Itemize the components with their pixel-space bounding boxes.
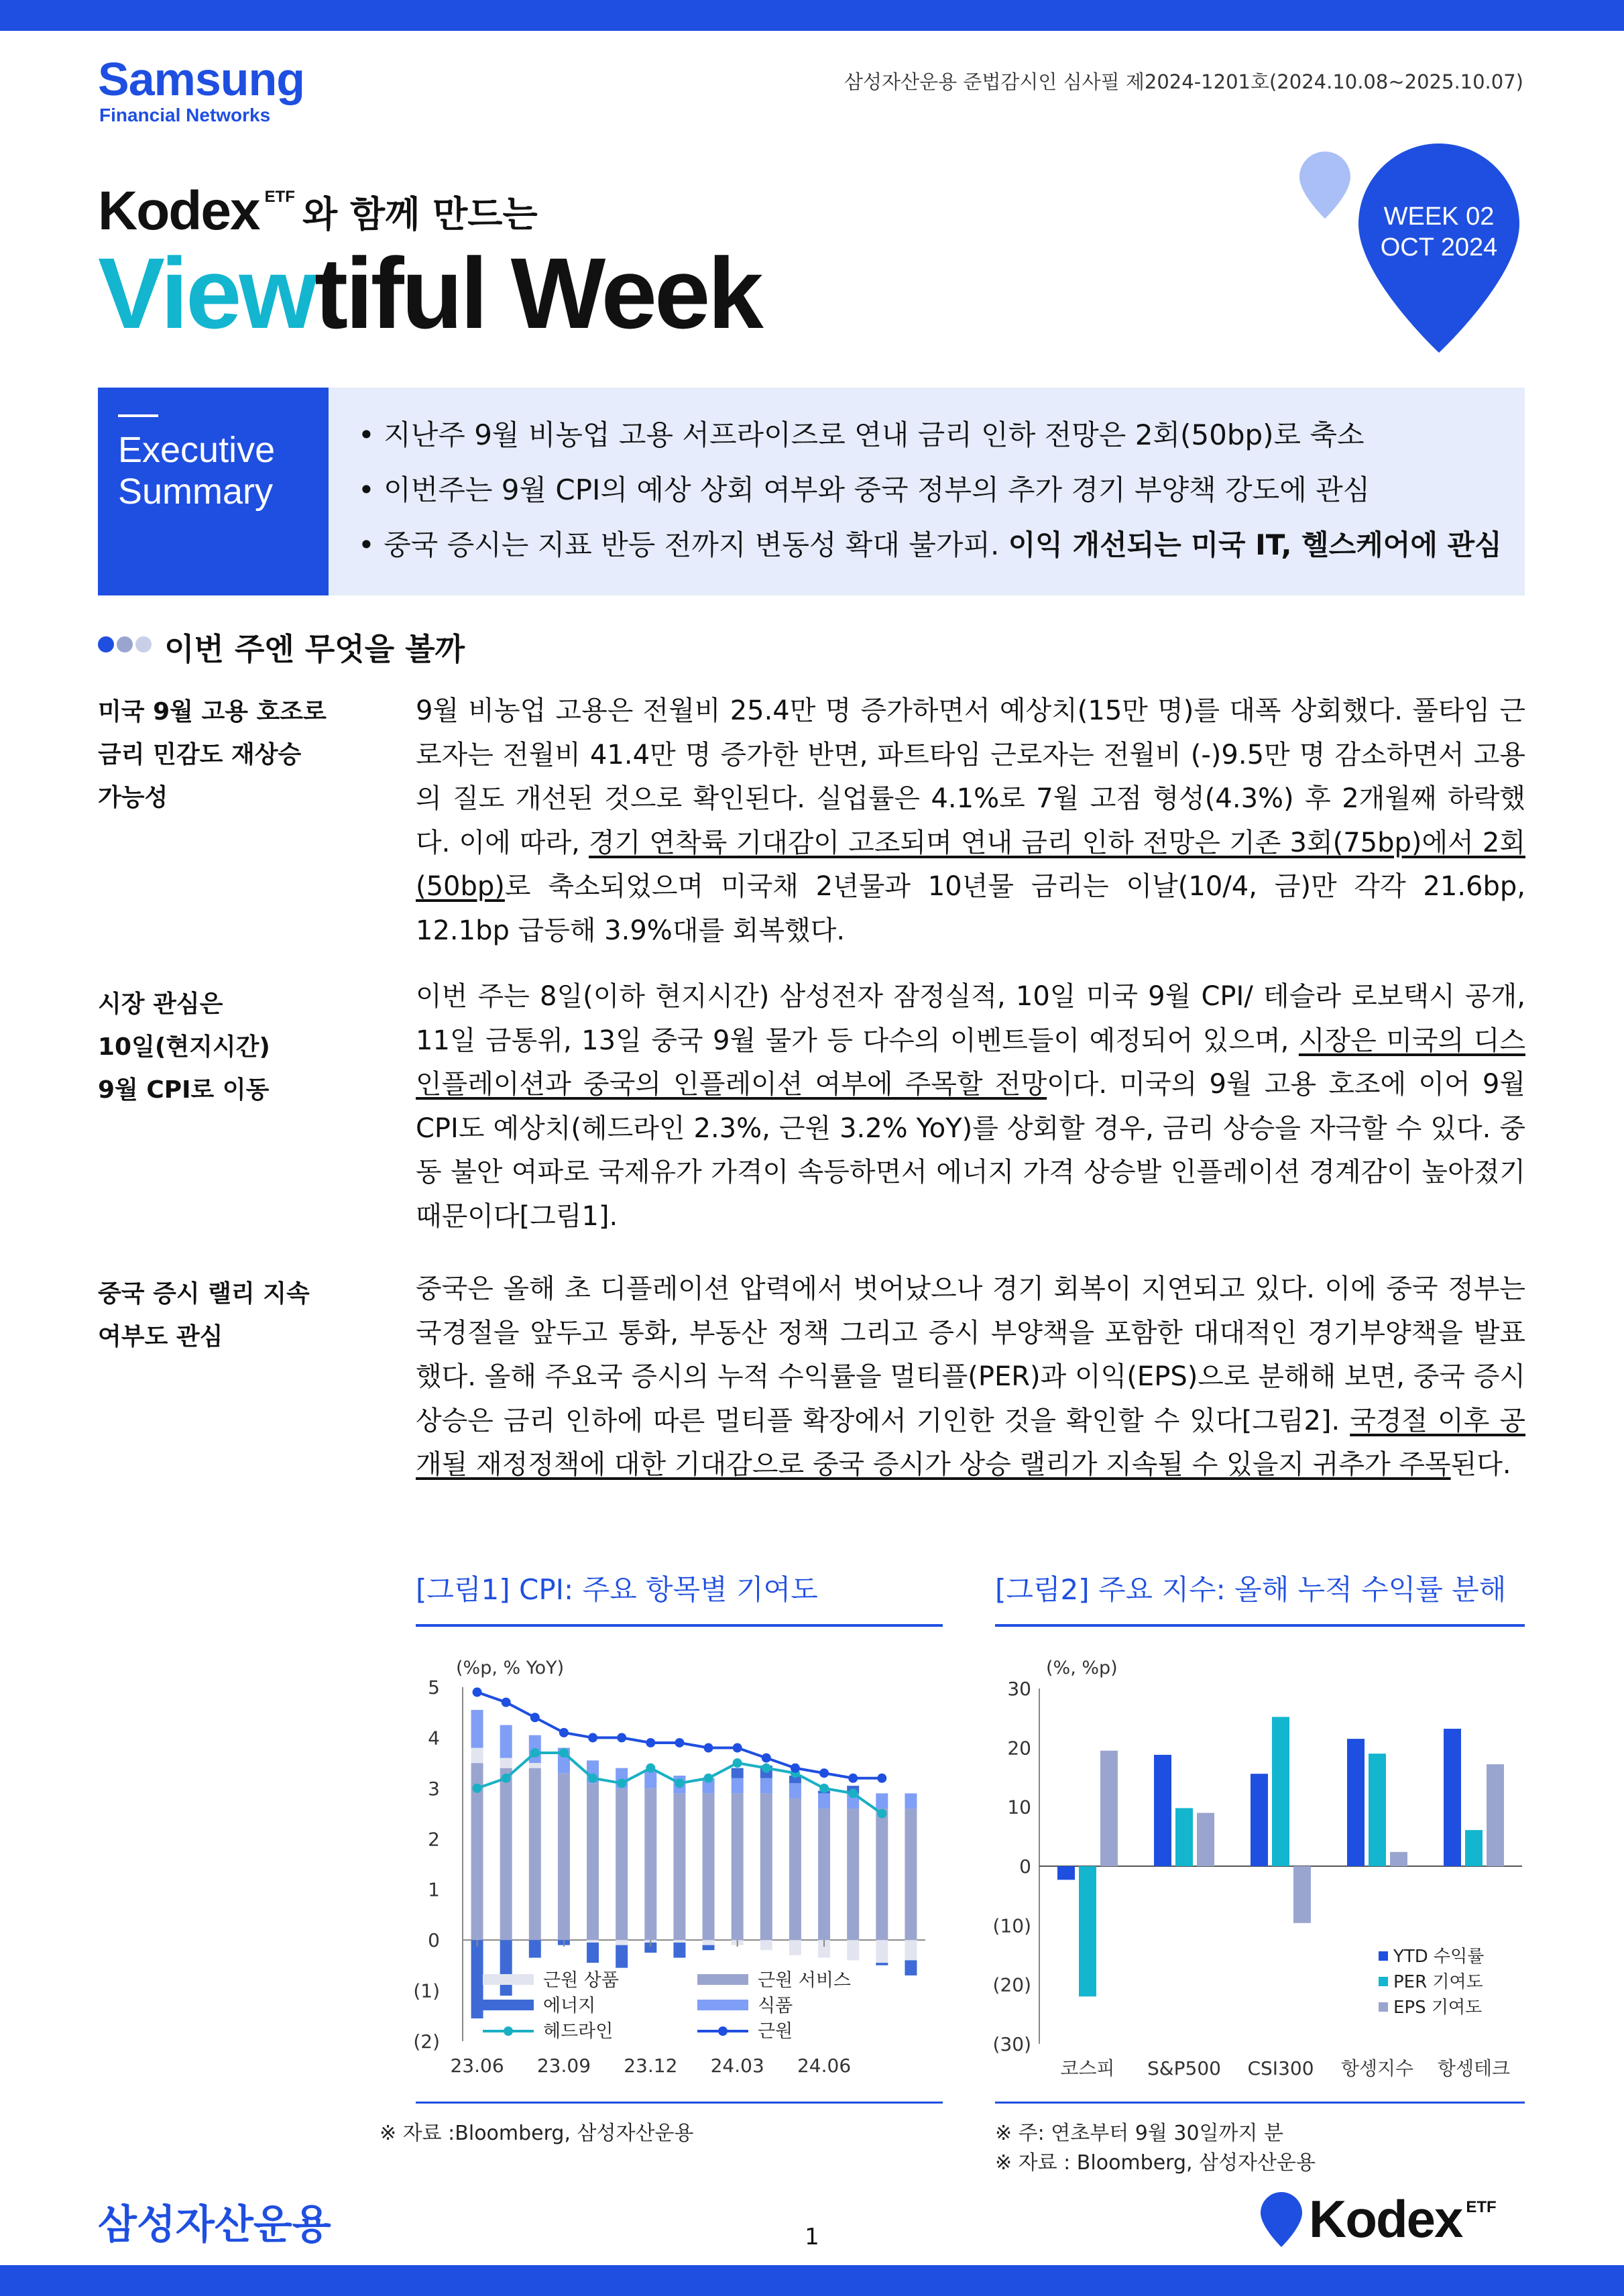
chart1-legend-marker [718,2026,728,2036]
week-badge [1364,201,1514,263]
chart1-bar-식품 [760,1778,772,1794]
figure1-source: ※ 자료 :Bloomberg, 삼성자산운용 [380,2122,694,2145]
figure1-title-rule [416,1624,943,1627]
dot-icon [135,636,152,652]
summary-bullets [358,408,1502,573]
chart2-x-tick-label: S&P500 [1147,2057,1221,2079]
top-bar [0,0,1624,31]
index-return-decomposition-chart [986,1643,1529,2099]
chart1-bar-근원 서비스 [789,1798,801,1940]
chart2-x-tick-label: 항셍지수 [1340,2057,1414,2079]
side-heading-3: 중국 증시 랠리 지속 여부도 관심 [98,1280,310,1351]
chart1-point-근원 [617,1733,626,1742]
side-heading-1: 미국 9월 고용 호조로 금리 민감도 재상승 가능성 [98,698,327,811]
chart1-bar-에너지 [732,1768,744,1778]
summary-bullet-3-bold: 이익 개선되는 미국 IT, 헬스케어에 관심 [1008,528,1502,561]
chart1-legend-swatch [483,1974,534,1985]
chart2-legend-label: EPS 기여도 [1393,1998,1483,2018]
chart1-y-tick-label: 5 [428,1676,440,1699]
chart1-point-근원 [791,1764,800,1773]
dot-icon [117,636,133,652]
chart1-legend-label: 에너지 [543,1996,596,2016]
executive-summary [98,388,1525,595]
chart2-bar-PER 기여도 [1369,1754,1386,1866]
chart1-y-tick-label: 2 [428,1828,440,1851]
chart1-legend-label: 근원 상품 [543,1970,619,1991]
chart2-bar-YTD 수익률 [1347,1739,1365,1866]
title-tiful: tiful [314,237,486,349]
chart2-legend-swatch [1379,1951,1388,1961]
figure1-title: [그림1] CPI: 주요 항목별 기여도 [416,1573,818,1606]
figure2-title-rule [995,1624,1525,1627]
chart1-y-tick-label: (1) [413,1979,440,2002]
figure1-bottom-rule [416,2102,943,2104]
paragraph-1-underline: 경기 연착륙 기대감이 고조되며 연내 금리 인하 전망은 기존 3회(75bp)에서 2회(50bp) [416,827,1525,902]
chart1-bar-에너지 [673,1943,685,1958]
chart1-bar-에너지 [500,1940,512,1996]
label-line-1: Executive [118,430,276,470]
chart1-bar-식품 [732,1778,744,1794]
executive-summary-label [98,388,329,595]
chart1-bar-근원 서비스 [644,1788,656,1940]
chart1-bar-근원 서비스 [732,1793,744,1940]
chart1-point-헤드라인 [559,1748,569,1758]
chart1-bar-근원 서비스 [587,1783,599,1940]
chart1-x-tick-label: 24.06 [797,2055,852,2077]
chart2-bar-PER 기여도 [1175,1808,1193,1866]
chart2-bar-EPS 기여도 [1293,1866,1311,1923]
chart2-legend-label: PER 기여도 [1393,1972,1483,1992]
location-pin-small-icon [1299,152,1350,219]
chart1-bar-근원 서비스 [818,1809,830,1940]
kodex-pin-icon [1261,2192,1302,2247]
chart1-point-헤드라인 [473,1784,482,1793]
chart1-point-헤드라인 [502,1774,511,1783]
chart2-bar-PER 기여도 [1079,1866,1096,1996]
chart1-point-헤드라인 [530,1748,540,1758]
bottom-bar [0,2265,1624,2296]
figure2-source: ※ 자료 : Bloomberg, 삼성자산운용 [995,2151,1316,2175]
chart2-y-tick-label: 30 [1007,1678,1031,1700]
chart2-bar-EPS 기여도 [1390,1852,1407,1866]
chart1-point-헤드라인 [877,1809,886,1819]
page-title [98,237,761,349]
chart1-unit-label: (%p, % YoY) [456,1658,565,1678]
chart2-y-tick-label: 0 [1019,1855,1031,1878]
chart1-legend-swatch [697,1974,748,1985]
footer-company: 삼성자산운용 [98,2201,331,2248]
samsung-logo: Samsung [98,53,305,105]
paragraph-1-text-end: 로 축소되었으며 미국채 2년물과 10년물 금리는 이날(10/4, 금)만 각각 21.6bp, 12.1bp 급등해 3.9%대를 회복했다. [416,871,1525,946]
chart1-bar-식품 [500,1725,512,1758]
paragraph-1-text: 9월 비농업 고용은 전월비 25.4만 명 증가하면서 예상치(15만 명)를 대폭 상회했다. 풀타임 근로자는 전월비 41.4만 명 증가한 반면, 파트타임 근로자는 전월비 (-)9.5만 명 감소하면서 고용의 질도 개선된 것으로 확인된다. 실업률은 4.1%로 7월 고점 형성(4.3%) 후 2개월째 하락했다. 이에 따라, [416,695,1525,858]
chart2-bar-PER 기여도 [1272,1717,1289,1866]
title-week: Week [485,237,761,349]
chart1-bar-근원 서비스 [500,1768,512,1940]
samsung-logo-subtitle: Financial Networks [99,105,271,125]
chart2-x-tick-label: 코스피 [1060,2057,1115,2079]
chart1-point-근원 [733,1743,742,1753]
figure2-title: [그림2] 주요 지수: 올해 누적 수익률 분해 [995,1573,1507,1606]
chart1-bar-근원 서비스 [760,1793,772,1940]
paragraph-2-text-end: 이다. 미국의 9월 고용 호조에 이어 9월 CPI도 예상치(헤드라인 2.3%, 근원 3.2% YoY)를 상회할 경우, 금리 상승을 자극할 수 있다. 중동 불안 여파로 국제유가 가격이 속등하면서 에너지 가격 상승발 인플레이션 경계감이 높아졌기 때문이다[그림1]. [416,1069,1525,1232]
chart1-bar-근원 서비스 [905,1809,917,1940]
chart1-bar-에너지 [616,1945,628,1968]
chart1-bar-에너지 [529,1940,541,1957]
figure2-bottom-rule [995,2102,1525,2104]
chart1-point-헤드라인 [646,1764,655,1773]
chart1-bar-근원 서비스 [673,1793,685,1940]
chart1-bar-근원 상품 [500,1758,512,1768]
chart1-bar-근원 상품 [905,1940,917,1960]
chart1-bar-에너지 [471,1940,483,2018]
chart1-bar-근원 서비스 [847,1809,859,1940]
chart2-bar-YTD 수익률 [1444,1729,1461,1866]
chart1-point-근원 [848,1774,858,1783]
chart1-bar-식품 [818,1793,830,1809]
chart1-point-근원 [675,1738,684,1747]
chart1-point-근원 [588,1733,597,1742]
chart2-bar-YTD 수익률 [1154,1755,1171,1866]
chart2-unit-label: (%, %p) [1046,1658,1118,1678]
executive-summary-title [118,429,275,512]
chart1-point-근원 [473,1688,482,1697]
chart1-bar-식품 [876,1793,888,1809]
chart2-x-tick-label: 항셍테크 [1437,2057,1511,2079]
chart1-bar-근원 서비스 [876,1809,888,1940]
label-line-2: Summary [118,471,274,512]
chart1-bar-근원 상품 [876,1940,888,1963]
chart1-point-근원 [762,1754,771,1763]
chart1-legend-swatch [697,2000,748,2010]
chart1-legend-marker [504,2026,513,2036]
paragraph-2 [416,975,1525,1239]
chart1-x-tick-label: 23.06 [450,2055,504,2077]
paragraph-3-text: 중국은 올해 초 디플레이션 압력에서 벗어났으나 경기 회복이 지연되고 있다. 이에 중국 정부는 국경절을 앞두고 통화, 부동산 정책 그리고 증시 부양책을 포함한 대대적인 경기부양책을 발표했다. 올해 주요국 증시의 누적 수익률을 멀티플(PER)과 이익(EPS)으로 분해해 보면, 중국 증시 상승은 금리 인하에 따른 멀티플 확장에서 기인한 것을 확인할 수 있다[그림2]. [416,1273,1525,1436]
chart1-y-tick-label: 1 [428,1878,440,1901]
figure2-note: ※ 주: 연초부터 9월 30일까지 분 [995,2122,1283,2145]
chart2-y-tick-label: (20) [992,1973,1031,1996]
chart1-y-tick-label: 4 [428,1727,440,1749]
week-month: OCT 2024 [1380,233,1498,262]
chart2-bar-EPS 기여도 [1487,1764,1504,1866]
chart1-legend-label: 헤드라인 [543,2021,614,2042]
section-title: 이번 주엔 무엇을 볼까 [164,631,465,667]
paragraph-3-text-end: 된다. [1450,1449,1511,1480]
kodex-heading [98,180,538,243]
chart1-bar-식품 [789,1783,801,1798]
chart1-legend-label: 근원 서비스 [758,1970,851,1991]
footer-etf-mark: ETF [1466,2198,1497,2216]
chart1-bar-근원 상품 [673,1940,685,1943]
summary-bullet-3 [358,518,1502,573]
paragraph-2-underline: 시장은 미국의 디스인플레이션과 중국의 인플레이션 여부에 주목할 전망 [416,1025,1525,1100]
chart2-y-tick-label: 20 [1007,1737,1031,1760]
chart1-point-근원 [646,1738,655,1747]
chart1-point-헤드라인 [617,1778,626,1788]
chart1-x-tick-label: 23.12 [624,2055,678,2077]
chart1-point-헤드라인 [588,1774,597,1783]
chart1-legend-label: 식품 [758,1996,793,2016]
chart1-bar-근원 상품 [471,1748,483,1764]
cpi-contribution-chart [402,1643,945,2099]
chart2-bar-YTD 수익률 [1251,1774,1268,1866]
chart1-bar-근원 서비스 [558,1773,570,1940]
kodex-etf-mark: ETF [264,188,295,206]
chart1-point-헤드라인 [762,1764,771,1773]
chart1-y-tick-label: (2) [413,2030,440,2053]
chart1-point-헤드라인 [675,1778,684,1788]
chart2-bar-EPS 기여도 [1197,1813,1214,1867]
chart1-point-근원 [559,1728,569,1737]
chart2-bar-EPS 기여도 [1100,1751,1118,1866]
chart1-bar-근원 상품 [760,1940,772,1950]
chart1-bar-에너지 [587,1943,599,1963]
week-number: WEEK 02 [1383,203,1495,231]
kodex-logo-word: Kodex [98,180,259,241]
chart1-y-tick-label: 3 [428,1777,440,1800]
kodex-subheading: 와 함께 만드는 [302,193,538,235]
chart1-bar-근원 상품 [703,1940,715,1945]
paragraph-3 [416,1267,1525,1487]
chart1-x-tick-label: 24.03 [710,2055,764,2077]
chart1-bar-근원 서비스 [703,1793,715,1940]
chart2-y-tick-label: (10) [992,1914,1031,1937]
page-number: 1 [805,2224,819,2250]
chart1-y-tick-label: 0 [428,1929,440,1952]
chart2-bar-YTD 수익률 [1057,1866,1075,1880]
chart1-bar-근원 서비스 [616,1788,628,1940]
chart1-bar-식품 [905,1793,917,1809]
chart1-point-헤드라인 [819,1784,829,1793]
chart1-point-근원 [819,1768,829,1778]
chart1-bar-근원 상품 [789,1940,801,1955]
chart1-bar-근원 상품 [847,1940,859,1960]
chart1-bar-근원 상품 [616,1940,628,1945]
summary-bullet-2: • 이번주는 9월 CPI의 예상 상회 여부와 중국 정부의 추가 경기 부양책 강도에 관심 [358,473,1371,506]
summary-bullet-1: • 지난주 9월 비농업 고용 서프라이즈로 연내 금리 인하 전망은 2회(50bp)로 축소 [358,418,1365,451]
label-dash [118,414,158,417]
title-view: View [98,237,315,349]
side-heading-2: 시장 관심은 10일(현지시간) 9월 CPI로 이동 [98,990,270,1104]
chart1-point-헤드라인 [733,1758,742,1768]
footer-kodex-logo [1261,2189,1497,2250]
paragraph-2-text: 이번 주는 8일(이하 현지시간) 삼성전자 잠정실적, 10일 미국 9월 CPI/ 테슬라 로보택시 공개, 11일 금통위, 13일 중국 9월 물가 등 다수의 이벤트들이 예정되어 있으며, [416,981,1525,1056]
chart1-legend-swatch [483,2000,534,2010]
paragraph-1 [416,689,1525,953]
chart1-point-헤드라인 [848,1788,858,1798]
chart1-point-근원 [704,1743,713,1753]
paragraph-3-underline: 국경절 이후 공개될 재정정책에 대한 기대감으로 중국 증시가 상승 랠리가 지속될 수 있을지 귀추가 주목 [416,1405,1525,1480]
chart2-legend-swatch [1379,2002,1388,2012]
approval-notice: 삼성자산운용 준법감시인 심사필 제2024-1201호(2024.10.08~2025.10.07) [844,70,1523,93]
chart1-point-근원 [877,1774,886,1783]
section-heading [98,625,465,669]
chart2-legend-label: YTD 수익률 [1393,1947,1485,1967]
chart1-point-근원 [502,1698,511,1707]
chart1-legend-label: 근원 [758,2021,793,2042]
chart1-bar-에너지 [905,1960,917,1975]
chart1-bar-근원 상품 [529,1763,541,1768]
chart1-x-tick-label: 23.09 [536,2055,591,2077]
dot-icon [98,636,114,652]
chart1-bar-근원 상품 [587,1940,599,1943]
chart1-point-헤드라인 [704,1774,713,1783]
summary-bullet-3-text: • 중국 증시는 지표 반등 전까지 변동성 확대 불가피. [358,528,1008,561]
chart2-y-tick-label: 10 [1007,1796,1031,1819]
chart1-bar-식품 [644,1770,656,1788]
chart1-bar-근원 서비스 [529,1768,541,1940]
chart2-y-tick-label: (30) [992,2033,1031,2055]
chart1-bar-에너지 [703,1945,715,1951]
chart1-bar-에너지 [876,1963,888,1965]
chart1-bar-식품 [471,1710,483,1748]
chart2-legend-swatch [1379,1977,1388,1986]
chart1-point-근원 [530,1713,540,1722]
footer-kodex-word: Kodex [1309,2189,1462,2248]
chart2-x-tick-label: CSI300 [1247,2057,1314,2079]
chart2-bar-PER 기여도 [1465,1830,1483,1866]
